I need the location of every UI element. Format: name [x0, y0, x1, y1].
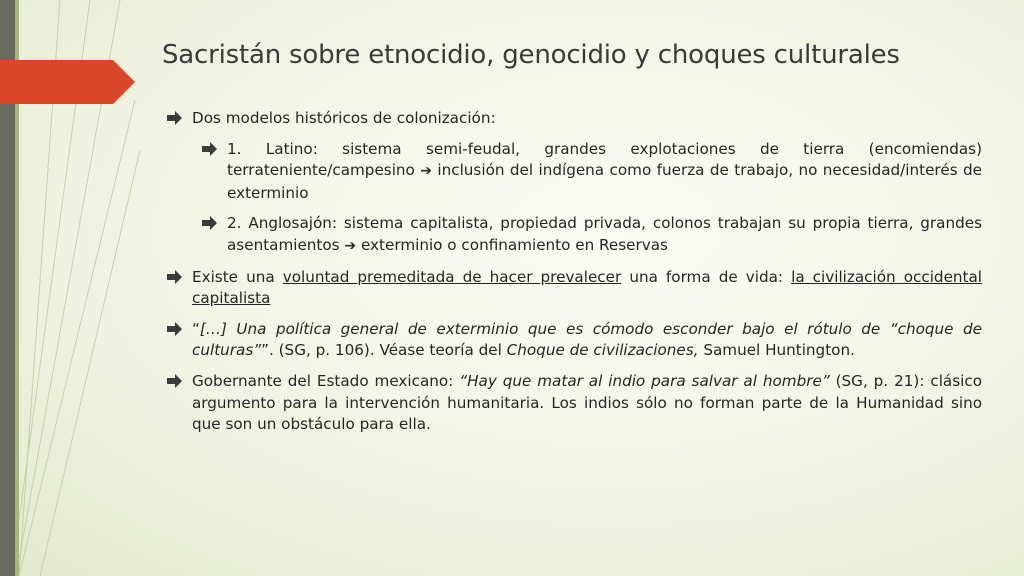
quote-open: “ — [192, 319, 200, 338]
item-text-cont: exterminio o confinamiento en Reservas — [360, 235, 668, 254]
arrow-bullet-icon — [166, 320, 184, 338]
arrow-bullet-icon — [201, 214, 219, 232]
item-text-cont: una forma de vida: — [629, 267, 784, 286]
item-text-cont: (SG, p. 21): clásico argumento para la intervención humanitaria. Los indios sólo no forman parte de la Humanidad sino que son un obstáculo para ella. — [192, 371, 983, 434]
item-text: ”. (SG, p. 106). Véase teoría del — [261, 341, 502, 360]
list-item — [166, 371, 982, 436]
arrow-bullet-icon — [166, 109, 184, 127]
italic-quote: […] Una política general de exterminio que es cómodo esconder bajo el rótulo de “choque de culturas” — [192, 319, 982, 360]
slide-content — [166, 108, 982, 445]
right-arrow-icon: ➔ — [344, 237, 357, 254]
arrow-bullet-icon — [166, 372, 184, 390]
list-item — [166, 319, 982, 362]
underlined-phrase: la civilización occidental capitalista — [192, 267, 983, 308]
item-text: 2. Anglosajón: sistema capitalista, propiedad privada, colonos trabajan su propia tierra, grandes asentamientos — [227, 214, 982, 254]
italic-quote: “Hay que matar al indio para salvar al hombre” — [459, 371, 830, 390]
list-item — [201, 139, 982, 205]
item-text: Existe una — [192, 267, 275, 286]
arrow-bullet-icon — [166, 268, 184, 286]
slide-title: Sacristán sobre etnocidio, genocidio y choques culturales — [162, 40, 900, 70]
arrow-bullet-icon — [201, 140, 219, 158]
title-accent-tab — [0, 60, 135, 104]
list-item — [201, 213, 982, 257]
list-item — [166, 267, 982, 310]
right-arrow-icon: ➔ — [420, 163, 432, 180]
underlined-phrase: voluntad premeditada de hacer prevalecer — [282, 267, 622, 286]
list-item — [166, 108, 982, 130]
item-text: Gobernante del Estado mexicano: — [192, 371, 454, 390]
item-text-cont: inclusión del indígena como fuerza de trabajo, no necesidad/interés de exterminio — [227, 161, 982, 202]
item-text: 1. Latino: sistema semi-feudal, grandes explotaciones de tierra (encomiendas) terrateniente/campesino — [227, 139, 982, 180]
italic-title: Choque de civilizaciones, — [506, 341, 699, 360]
item-text: Dos modelos históricos de colonización: — [192, 109, 496, 127]
item-text-cont: Samuel Huntington. — [703, 341, 855, 360]
